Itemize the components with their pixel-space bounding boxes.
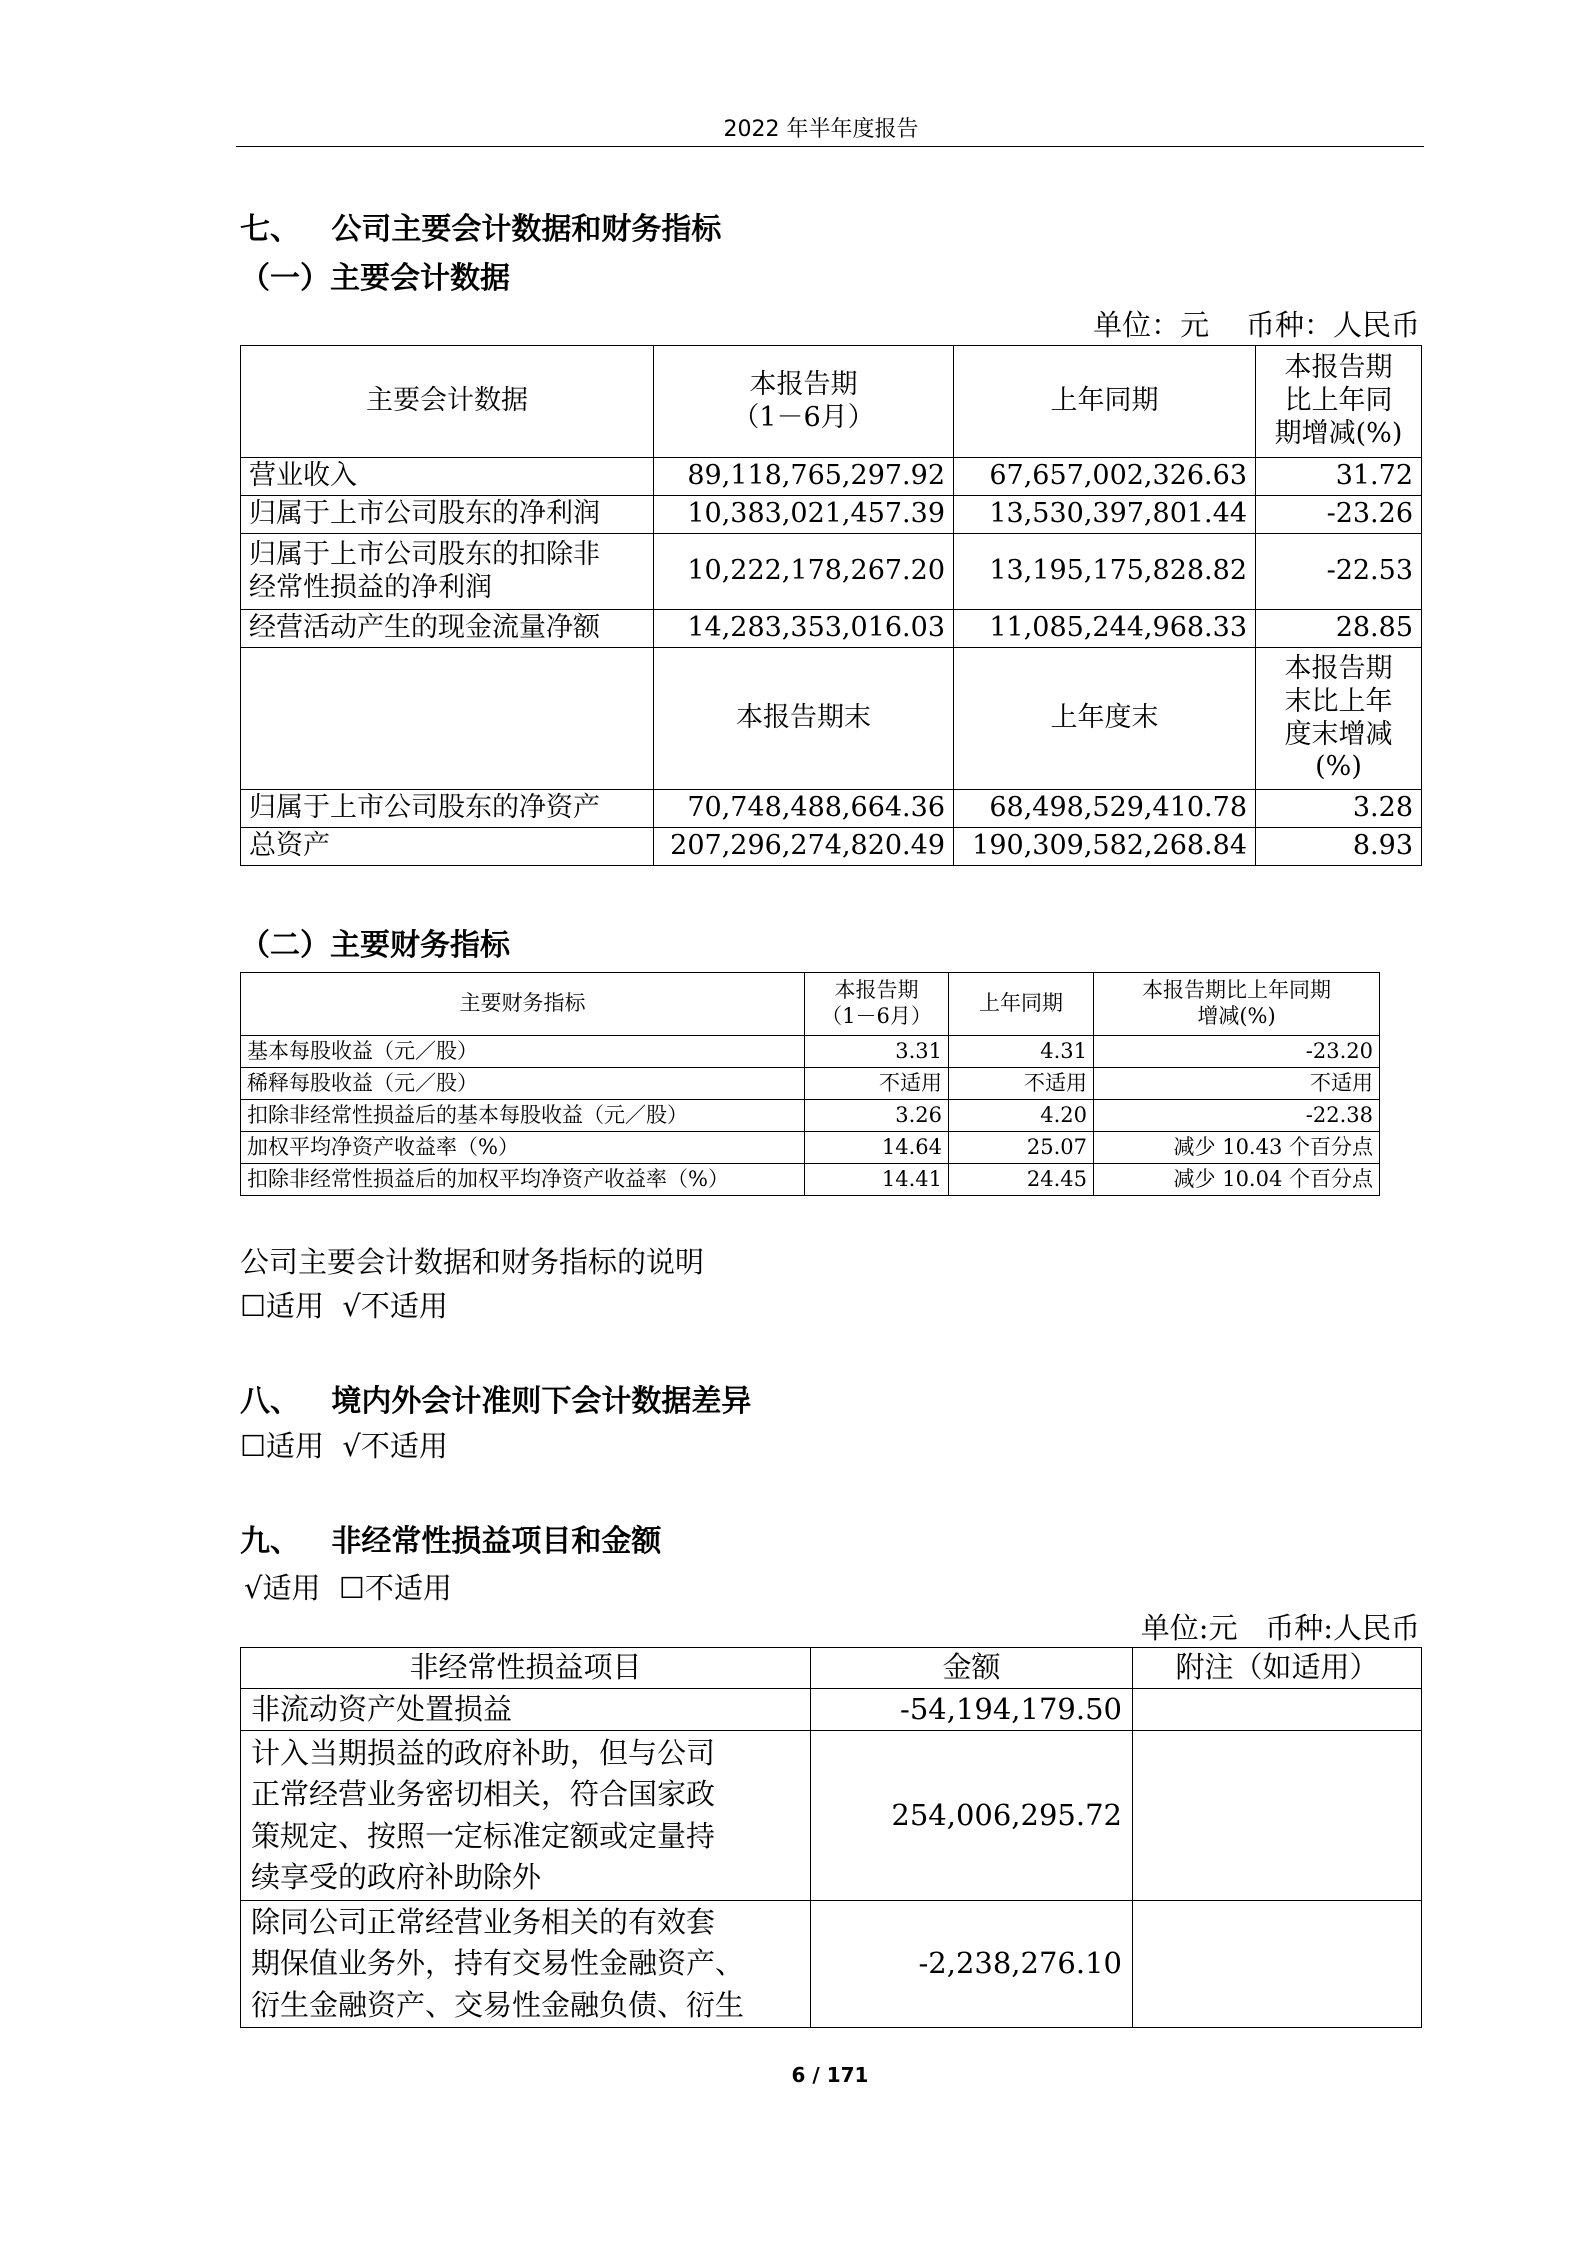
t1-head-current-line2: （1－6月）: [732, 401, 875, 433]
t1-head2-current: 本报告期末: [654, 648, 954, 790]
row-prior: 25.07: [949, 1132, 1094, 1164]
section-7-sub2-heading: （二）主要财务指标: [240, 928, 510, 963]
row-change: 减少 10.43 个百分点: [1094, 1132, 1380, 1164]
header-divider: [236, 146, 1424, 147]
table1-unit-label: 单位：元 币种：人民币: [1093, 308, 1420, 342]
t2-head-change-line2: 增减(%): [1197, 1004, 1276, 1028]
table-row: [241, 1036, 1380, 1068]
t1-head2-prior: 上年度末: [954, 648, 1256, 790]
row-prior: 13,195,175,828.82: [954, 534, 1256, 610]
metrics-note-options: ☐适用 √不适用: [240, 1289, 448, 1323]
t2-head-change: [1094, 973, 1380, 1036]
section-7-sub1-heading: （一）主要会计数据: [240, 261, 510, 296]
row-prior: 68,498,529,410.78: [954, 790, 1256, 828]
t1-head2-change-line3: 度末增减: [1284, 718, 1393, 750]
table-row: [241, 1100, 1380, 1132]
row-label-line1: 归属于上市公司股东的扣除非: [249, 538, 600, 570]
table3-unit-label: 单位:元 币种:人民币: [1140, 1611, 1420, 1645]
metrics-note-title: 公司主要会计数据和财务指标的说明: [240, 1245, 705, 1279]
t1-head-change-line3: 期增减(%): [1274, 417, 1403, 449]
table-row: [241, 610, 1422, 648]
row-change: 3.28: [1256, 790, 1422, 828]
t2-head-current: [805, 973, 949, 1036]
row-change: 31.72: [1256, 458, 1422, 496]
t1-head-change-line2: 比上年同: [1284, 385, 1393, 417]
row-current: 14.41: [805, 1164, 949, 1196]
t1-head-prior: 上年同期: [954, 346, 1256, 458]
row-label: 加权平均净资产收益率（%）: [241, 1132, 805, 1164]
row-current: 14.64: [805, 1132, 949, 1164]
row-current: 14,283,353,016.03: [654, 610, 954, 648]
non-recurring-items-table: [240, 1647, 1422, 2028]
row-label: [241, 1901, 811, 2028]
row-label-line2: 正常经营业务密切相关，符合国家政: [251, 1777, 716, 1812]
row-label-line1: 非流动资产处置损益: [251, 1691, 513, 1726]
table-row: [241, 1132, 1380, 1164]
row-change: -22.38: [1094, 1100, 1380, 1132]
row-amount: 254,006,295.72: [811, 1731, 1133, 1901]
row-label: [241, 534, 654, 610]
row-current: 10,383,021,457.39: [654, 496, 954, 534]
t3-head-amount: 金额: [811, 1648, 1133, 1689]
t1-head-current-line1: 本报告期: [749, 368, 858, 400]
row-current: 70,748,488,664.36: [654, 790, 954, 828]
row-change: -22.53: [1256, 534, 1422, 610]
row-label-line2: 期保值业务外，持有交易性金融资产、: [251, 1946, 745, 1981]
row-note: [1133, 1901, 1422, 2028]
row-change: 减少 10.04 个百分点: [1094, 1164, 1380, 1196]
table-row: [241, 828, 1422, 866]
row-change: 28.85: [1256, 610, 1422, 648]
row-label: [241, 1689, 811, 1731]
t1-head2-change-line1: 本报告期: [1284, 652, 1393, 684]
row-current: 207,296,274,820.49: [654, 828, 954, 866]
row-label: 总资产: [241, 828, 654, 866]
row-label-line3: 策规定、按照一定标准定额或定量持: [251, 1818, 716, 1853]
page-number: 6 / 171: [791, 2063, 869, 2087]
row-label: 稀释每股收益（元／股）: [241, 1068, 805, 1100]
section-8-heading: 八、 境内外会计准则下会计数据差异: [240, 1384, 752, 1419]
table-row: [241, 790, 1422, 828]
row-label: [241, 1731, 811, 1901]
report-header-title: 2022 年半年度报告: [723, 117, 919, 142]
financial-indicators-table: [240, 972, 1380, 1196]
row-prior: 4.31: [949, 1036, 1094, 1068]
row-change: -23.26: [1256, 496, 1422, 534]
row-label-line3: 衍生金融资产、交易性金融负债、衍生: [251, 1987, 745, 2022]
t3-head-item: 非经常性损益项目: [241, 1648, 811, 1689]
row-current: 10,222,178,267.20: [654, 534, 954, 610]
section-9-options: √适用 ☐不适用: [244, 1571, 452, 1605]
row-amount: -54,194,179.50: [811, 1689, 1133, 1731]
row-label: 扣除非经常性损益后的基本每股收益（元／股）: [241, 1100, 805, 1132]
row-label: 扣除非经常性损益后的加权平均净资产收益率（%）: [241, 1164, 805, 1196]
table-row: [241, 458, 1422, 496]
row-current: 89,118,765,297.92: [654, 458, 954, 496]
t2-head-change-line1: 本报告期比上年同期: [1142, 978, 1331, 1003]
row-label: 归属于上市公司股东的净资产: [241, 790, 654, 828]
row-prior: 13,530,397,801.44: [954, 496, 1256, 534]
t3-head-note: 附注（如适用）: [1133, 1648, 1422, 1689]
row-current: 不适用: [805, 1068, 949, 1100]
row-label: 基本每股收益（元／股）: [241, 1036, 805, 1068]
row-prior: 67,657,002,326.63: [954, 458, 1256, 496]
t1-head2-blank: [241, 648, 654, 790]
row-current: 3.31: [805, 1036, 949, 1068]
section-9-heading: 九、 非经常性损益项目和金额: [240, 1524, 662, 1559]
row-prior: 4.20: [949, 1100, 1094, 1132]
row-change: 8.93: [1256, 828, 1422, 866]
table-row: [241, 1901, 1422, 2028]
row-change: 不适用: [1094, 1068, 1380, 1100]
accounting-data-table: [240, 345, 1422, 866]
t1-head-change-line1: 本报告期: [1284, 352, 1393, 384]
t1-head2-change-line4: (%): [1315, 751, 1362, 783]
row-prior: 不适用: [949, 1068, 1094, 1100]
section-8-options: ☐适用 √不适用: [240, 1429, 448, 1463]
t1-head-item: 主要会计数据: [241, 346, 654, 458]
table-row: [241, 534, 1422, 610]
t2-head-item: 主要财务指标: [241, 973, 805, 1036]
row-label-line1: 计入当期损益的政府补助，但与公司: [251, 1736, 716, 1771]
t1-head-current: [654, 346, 954, 458]
row-note: [1133, 1689, 1422, 1731]
row-label: 归属于上市公司股东的净利润: [241, 496, 654, 534]
row-label: 经营活动产生的现金流量净额: [241, 610, 654, 648]
t2-head-current-line2: （1－6月）: [821, 1004, 932, 1028]
row-label-line1: 除同公司正常经营业务相关的有效套: [251, 1905, 716, 1940]
row-prior: 11,085,244,968.33: [954, 610, 1256, 648]
table-row: [241, 1164, 1380, 1196]
row-prior: 190,309,582,268.84: [954, 828, 1256, 866]
table-row: [241, 1068, 1380, 1100]
t1-head2-change: [1256, 648, 1422, 790]
table-row: [241, 1689, 1422, 1731]
t1-head-change: [1256, 346, 1422, 458]
row-amount: -2,238,276.10: [811, 1901, 1133, 2028]
t2-head-prior: 上年同期: [949, 973, 1094, 1036]
row-label: 营业收入: [241, 458, 654, 496]
table-row: [241, 1731, 1422, 1901]
t2-head-current-line1: 本报告期: [834, 978, 919, 1003]
row-current: 3.26: [805, 1100, 949, 1132]
table-row: [241, 496, 1422, 534]
row-change: -23.20: [1094, 1036, 1380, 1068]
row-prior: 24.45: [949, 1164, 1094, 1196]
t1-head2-change-line2: 末比上年: [1284, 685, 1393, 717]
row-label-line4: 续享受的政府补助除外: [251, 1859, 542, 1894]
row-note: [1133, 1731, 1422, 1901]
section-7-heading: 七、 公司主要会计数据和财务指标: [240, 212, 722, 247]
row-label-line2: 经常性损益的净利润: [249, 571, 492, 603]
